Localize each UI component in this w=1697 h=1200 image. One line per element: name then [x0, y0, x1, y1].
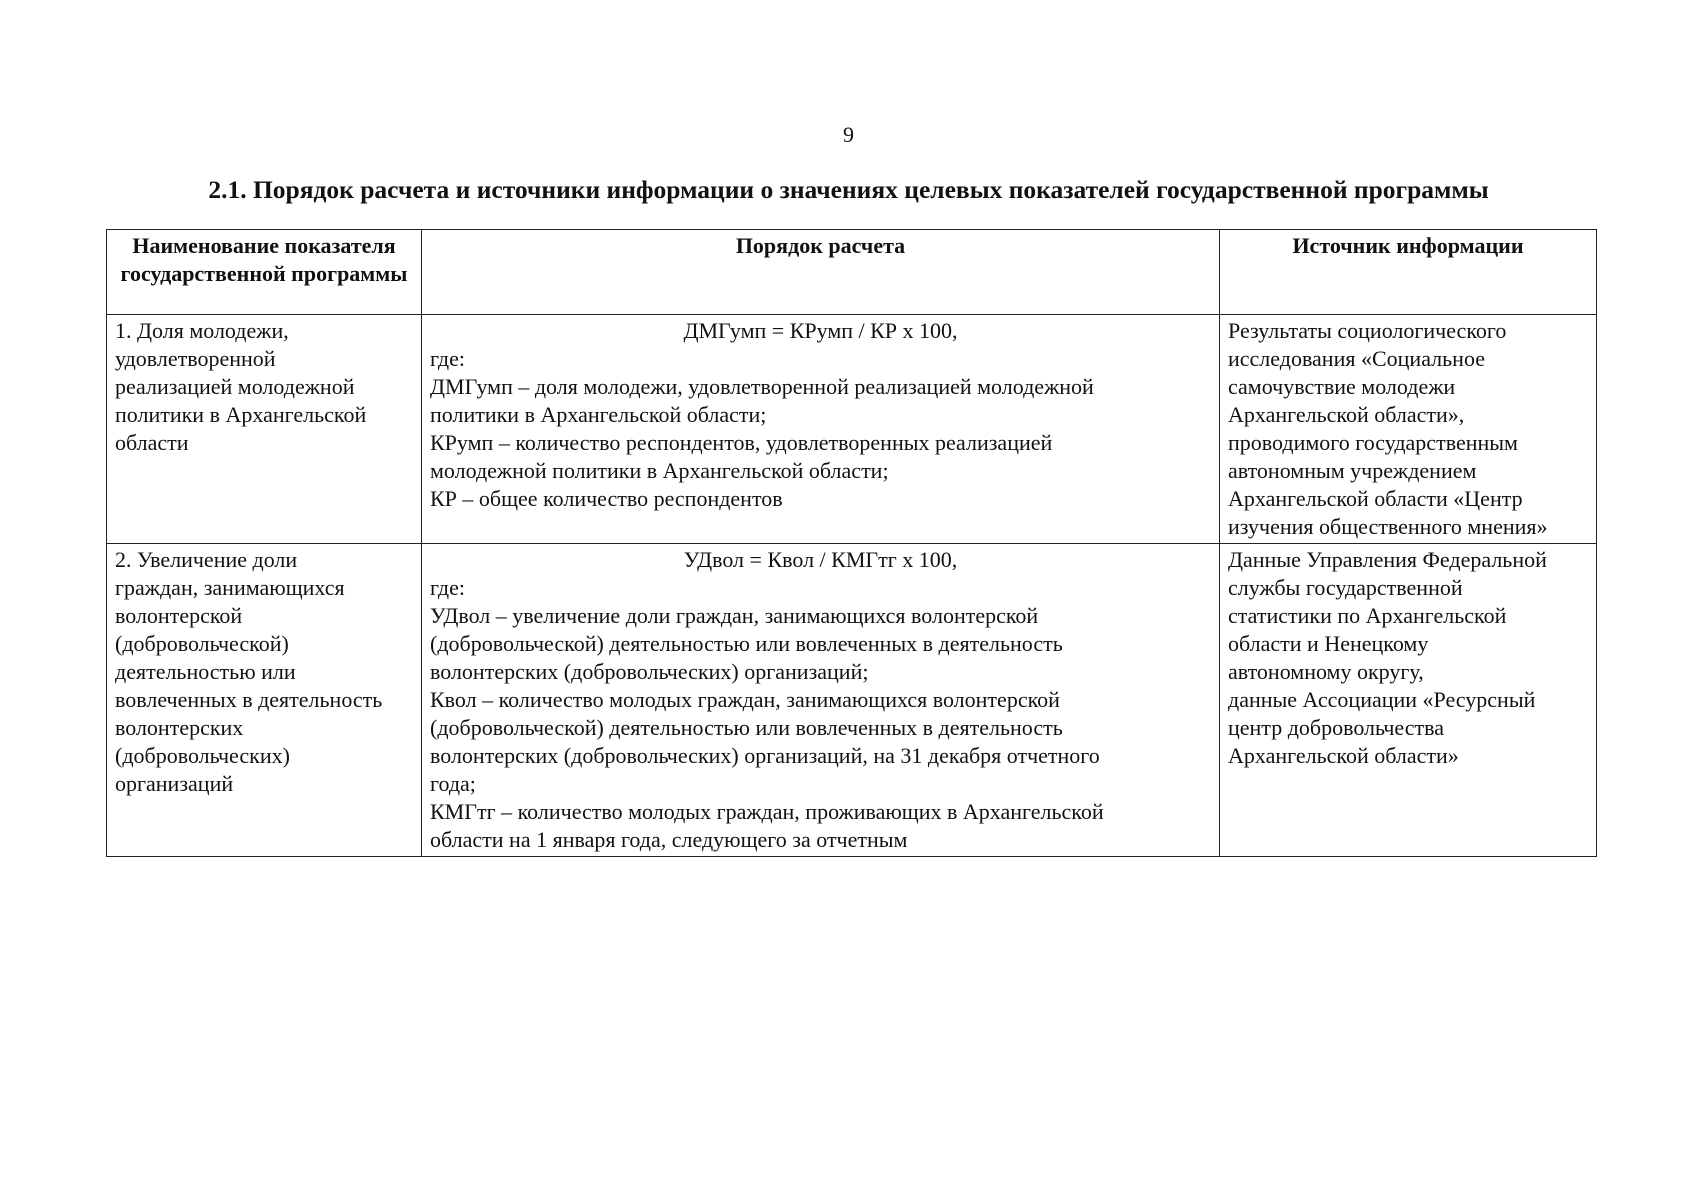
text-line: 1. Доля молодежи, [115, 318, 289, 343]
text-line: реализацией молодежной [115, 374, 355, 399]
text-line: граждан, занимающихся [115, 575, 345, 600]
text-line: где: [430, 346, 465, 371]
table-row [107, 315, 1597, 544]
document-title: 2.1. Порядок расчета и источники информации о значениях целевых показателей государственной программы [208, 175, 1489, 204]
table-row [107, 544, 1597, 857]
text-line: области на 1 января года, следующего за отчетным [430, 827, 908, 852]
text-line: исследования «Социальное [1228, 346, 1485, 371]
text-line: молодежной политики в Архангельской области; [430, 458, 889, 483]
text-line: автономным учреждением [1228, 458, 1477, 483]
text-line: ДМГумп – доля молодежи, удовлетворенной реализацией молодежной [430, 374, 1094, 399]
text-line: области [115, 430, 189, 455]
text-line: УДвол – увеличение доли граждан, занимающихся волонтерской [430, 603, 1039, 628]
text-line: Данные Управления Федеральной [1228, 547, 1547, 572]
text-line: политики в Архангельской [115, 402, 367, 427]
header-indicator-name: Наименование показателя государственной программы [107, 230, 422, 315]
text-line: Архангельской области «Центр [1228, 486, 1523, 511]
formula: ДМГумп = КРумп / КР х 100, [683, 318, 958, 343]
text-line: 2. Увеличение доли [115, 547, 298, 572]
indicator-name-cell [107, 315, 422, 544]
text-line: КМГтг – количество молодых граждан, проживающих в Архангельской [430, 799, 1104, 824]
text-line: данные Ассоциации «Ресурсный [1228, 687, 1536, 712]
text-line: волонтерских (добровольческих) организаций, на 31 декабря отчетного [430, 743, 1100, 768]
text-line: вовлеченных в деятельность [115, 687, 383, 712]
text-line: области и Ненецкому [1228, 631, 1429, 656]
text-line: самочувствие молодежи [1228, 374, 1456, 399]
text-line: изучения общественного мнения» [1228, 514, 1548, 539]
text-line: Результаты социологического [1228, 318, 1507, 343]
text-line: (добровольческих) [115, 743, 290, 768]
text-line: удовлетворенной [115, 346, 276, 371]
text-line: проводимого государственным [1228, 430, 1518, 455]
text-line: Архангельской области» [1228, 743, 1459, 768]
header-source: Источник информации [1220, 230, 1597, 315]
text-line: (добровольческой) деятельностью или вовлеченных в деятельность [430, 715, 1063, 740]
text-line: автономному округу, [1228, 659, 1424, 684]
text-line: волонтерских [115, 715, 244, 740]
text-line: организаций [115, 771, 234, 796]
text-line: Квол – количество молодых граждан, занимающихся волонтерской [430, 687, 1060, 712]
text-line: статистики по Архангельской [1228, 603, 1507, 628]
text-line: (добровольческой) [115, 631, 289, 656]
text-line: (добровольческой) деятельностью или вовлеченных в деятельность [430, 631, 1063, 656]
calculation-cell [422, 544, 1220, 857]
formula: УДвол = Квол / КМГтг х 100, [683, 547, 958, 572]
text-line: КР – общее количество респондентов [430, 486, 783, 511]
text-line: деятельностью или [115, 659, 296, 684]
text-line: политики в Архангельской области; [430, 402, 767, 427]
text-line: центр добровольчества [1228, 715, 1444, 740]
text-line: волонтерских (добровольческих) организаций; [430, 659, 869, 684]
text-line: КРумп – количество респондентов, удовлетворенных реализацией [430, 430, 1053, 455]
page-number: 9 [843, 122, 854, 147]
source-cell [1220, 544, 1597, 857]
text-line: года; [430, 771, 476, 796]
text-line: службы государственной [1228, 575, 1463, 600]
table-header-row [107, 230, 1597, 315]
calculation-cell [422, 315, 1220, 544]
header-calculation: Порядок расчета [422, 230, 1220, 315]
source-cell [1220, 315, 1597, 544]
text-line: волонтерской [115, 603, 243, 628]
text-line: Архангельской области», [1228, 402, 1465, 427]
text-line: где: [430, 575, 465, 600]
indicators-table [106, 229, 1597, 857]
indicator-name-cell [107, 544, 422, 857]
